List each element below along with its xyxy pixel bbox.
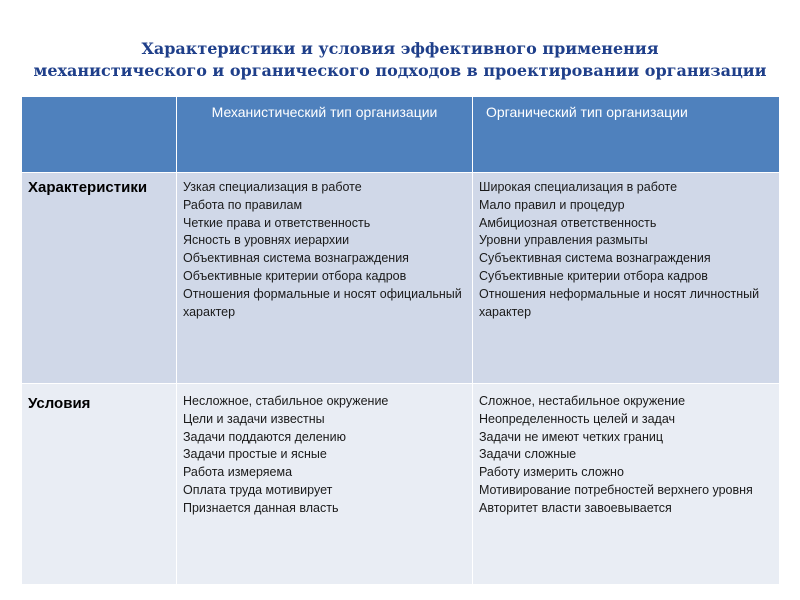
list-item: Признается данная власть: [183, 500, 339, 515]
list-item: Отношения формальные и носят официальный характер: [183, 286, 462, 319]
list-item: Задачи сложные: [479, 447, 577, 462]
header-mechanistic: [177, 97, 473, 173]
list-item: Цели и задачи известны: [183, 411, 325, 426]
list-item: Уровни управления размыты: [479, 233, 648, 248]
table-header-row: [22, 97, 780, 173]
list-item: Авторитет власти завоевывается: [479, 500, 672, 515]
table-row-conditions: [22, 384, 780, 585]
list-item: Объективная система вознаграждения: [183, 251, 409, 266]
header-corner-cell: [22, 97, 177, 173]
list-item: Узкая специализация в работе: [183, 180, 362, 194]
cell-characteristics-organic: [473, 173, 780, 384]
list-item: Несложное, стабильное окружение: [183, 394, 389, 408]
list-item: Сложное, нестабильное окружение: [479, 394, 686, 408]
list-item: Мало правил и процедур: [479, 197, 625, 212]
list-item: Объективные критерии отбора кадров: [183, 268, 407, 283]
header-mechanistic-label: Механистический тип организации: [211, 104, 438, 120]
row-label-characteristics: Характеристики: [22, 173, 177, 384]
title-line-2: механистического и органического подходов в проектировании организации: [33, 61, 767, 80]
comparison-table: [21, 96, 780, 585]
list-item: Оплата труда мотивирует: [183, 482, 333, 497]
list-item: Субъективная система вознаграждения: [479, 251, 711, 266]
list-item: Мотивирование потребностей верхнего уровня: [479, 482, 753, 497]
header-organic: [473, 97, 780, 173]
list-item: Четкие права и ответственность: [183, 215, 371, 230]
title-line-1: Характеристики и условия эффективного применения: [141, 39, 659, 58]
list-item: Работу измерить сложно: [479, 465, 624, 480]
table-row-characteristics: [22, 173, 780, 384]
list-item: Амбициозная ответственность: [479, 215, 657, 230]
header-organic-label: Органический тип организации: [486, 104, 688, 120]
row-label-conditions: Условия: [22, 384, 177, 585]
list-item: Ясность в уровнях иерархии: [183, 233, 350, 248]
list-item: Задачи простые и ясные: [183, 447, 327, 462]
list-item: Отношения неформальные и носят личностный характер: [479, 286, 760, 319]
page-title: [0, 38, 800, 82]
list-item: Задачи поддаются делению: [183, 429, 346, 444]
cell-conditions-organic: [473, 384, 780, 585]
list-item: Широкая специализация в работе: [479, 180, 678, 194]
list-item: Работа по правилам: [183, 197, 303, 212]
list-item: Задачи не имеют четких границ: [479, 429, 664, 444]
cell-conditions-mechanistic: [177, 384, 473, 585]
cell-characteristics-mechanistic: [177, 173, 473, 384]
list-item: Субъективные критерии отбора кадров: [479, 268, 708, 283]
list-item: Работа измеряема: [183, 465, 293, 480]
list-item: Неопределенность целей и задач: [479, 411, 676, 426]
